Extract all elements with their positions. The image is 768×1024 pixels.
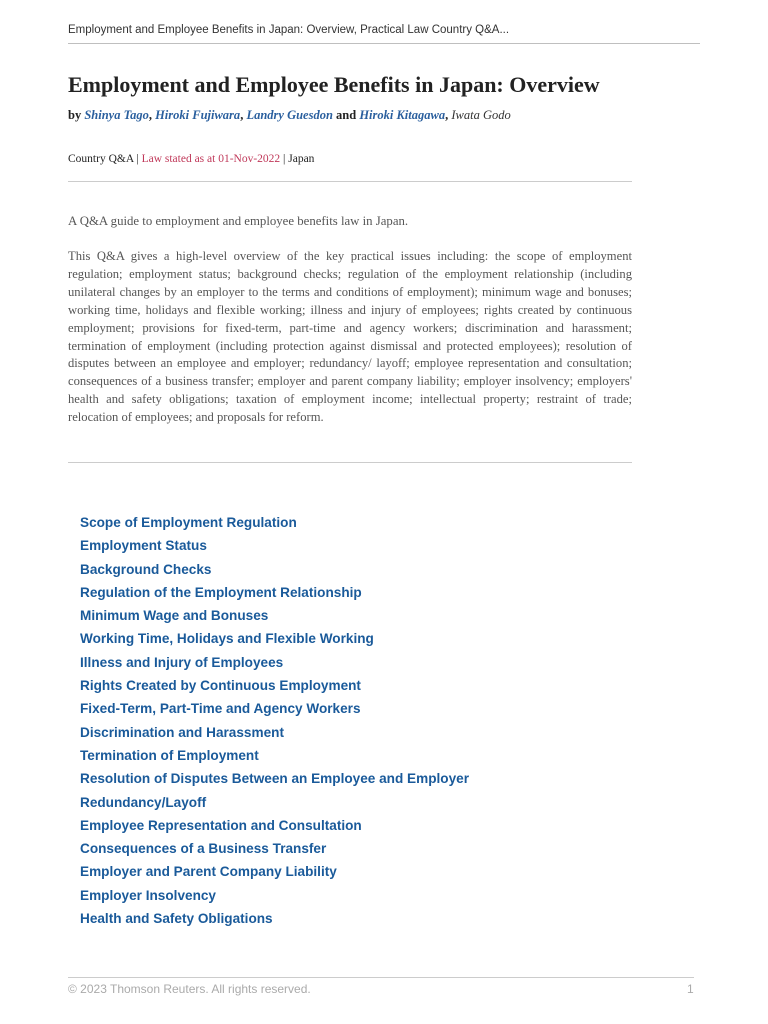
toc-link[interactable]: Minimum Wage and Bonuses xyxy=(80,608,269,624)
law-stated-date: Law stated as at 01-Nov-2022 xyxy=(141,153,281,165)
meta-separator: | xyxy=(283,153,286,165)
copyright: © 2023 Thomson Reuters. All rights reserved. xyxy=(68,982,311,996)
meta-separator: | xyxy=(136,153,139,165)
running-header: Employment and Employee Benefits in Japan: Overview, Practical Law Country Q&A... xyxy=(68,24,510,36)
summary: A Q&A guide to employment and employee benefits law in Japan. xyxy=(68,214,409,228)
byline-comma: , xyxy=(240,108,244,122)
document-meta xyxy=(68,153,314,165)
toc-link[interactable]: Illness and Injury of Employees xyxy=(80,654,284,670)
toc-link[interactable]: Termination of Employment xyxy=(80,747,259,763)
page-title: Employment and Employee Benefits in Japan: Overview xyxy=(68,72,600,97)
description-line: employment income; intellectual property; restraint of trade; relocation of employees; and proposals xyxy=(68,392,632,425)
toc-link[interactable]: Employer Insolvency xyxy=(80,887,216,903)
author-link[interactable]: Landry Guesdon xyxy=(246,108,333,122)
toc-link[interactable]: Employment Status xyxy=(80,538,207,554)
toc-link[interactable]: Scope of Employment Regulation xyxy=(80,515,297,530)
author-link[interactable]: Hiroki Kitagawa xyxy=(359,108,446,122)
description-line: This Q&A gives a high-level overview of the key practical issues including: the scope of employment xyxy=(68,249,632,263)
description-line: parent company liability; employer insolvency; employers' health and safety obligations; taxation of xyxy=(68,374,632,407)
toc-link[interactable]: Resolution of Disputes Between an Employee and Employer xyxy=(80,771,470,787)
toc-link[interactable]: Redundancy/Layoff xyxy=(80,794,207,810)
toc-link[interactable]: Rights Created by Continuous Employment xyxy=(80,678,361,694)
page-number: 1 xyxy=(687,982,694,996)
description-line: wage and bonuses; working time, holidays and flexible working; illness and injury of employees; xyxy=(68,284,632,317)
description-line: rights created by continuous employment; provisions for fixed-term, part-time and agency workers; xyxy=(68,302,632,335)
description-line: regulation; employment status; background checks; regulation of the employment relationship xyxy=(68,266,574,281)
header-divider xyxy=(68,43,700,44)
footer-divider xyxy=(68,977,694,978)
description-line: layoff; employee representation and consultation; consequences of a business transfer; employer and xyxy=(68,356,632,389)
divider xyxy=(68,462,632,463)
description-line: (including unilateral changes by an employer to the terms and conditions of employment); minimum xyxy=(68,266,632,299)
author-link[interactable]: Shinya Tago xyxy=(84,108,149,122)
byline-firm: Iwata Godo xyxy=(451,108,511,122)
toc-link[interactable]: Discrimination and Harassment xyxy=(80,724,284,740)
toc-link[interactable]: Working Time, Holidays and Flexible Working xyxy=(80,631,374,647)
toc-link[interactable]: Consequences of a Business Transfer xyxy=(80,841,327,857)
description-line: for reform. xyxy=(268,410,324,425)
toc-link[interactable]: Regulation of the Employment Relationship xyxy=(80,584,362,600)
divider xyxy=(68,181,632,182)
toc-link[interactable]: Background Checks xyxy=(80,561,212,577)
byline-comma: , xyxy=(445,108,449,122)
toc-link[interactable]: Employee Representation and Consultation xyxy=(80,817,362,833)
byline-and: and xyxy=(336,108,357,122)
byline-by: by xyxy=(68,108,82,122)
toc-link[interactable]: Fixed-Term, Part-Time and Agency Workers xyxy=(80,701,361,717)
toc-link[interactable]: Health and Safety Obligations xyxy=(80,911,273,927)
byline xyxy=(68,108,511,123)
table-of-contents xyxy=(80,513,469,932)
meta-jurisdiction: Japan xyxy=(288,153,315,165)
toc-link[interactable]: Employer and Parent Company Liability xyxy=(80,864,337,880)
author-link[interactable]: Hiroki Fujiwara xyxy=(155,108,241,122)
description xyxy=(68,248,632,427)
description-line: and protected employees); resolution of disputes between an employee and employer; redundancy/ xyxy=(68,338,632,371)
meta-type: Country Q&A xyxy=(68,153,134,165)
byline-comma: , xyxy=(148,108,152,122)
description-line: discrimination and harassment; termination of employment (including protection against dismissal xyxy=(68,320,632,353)
